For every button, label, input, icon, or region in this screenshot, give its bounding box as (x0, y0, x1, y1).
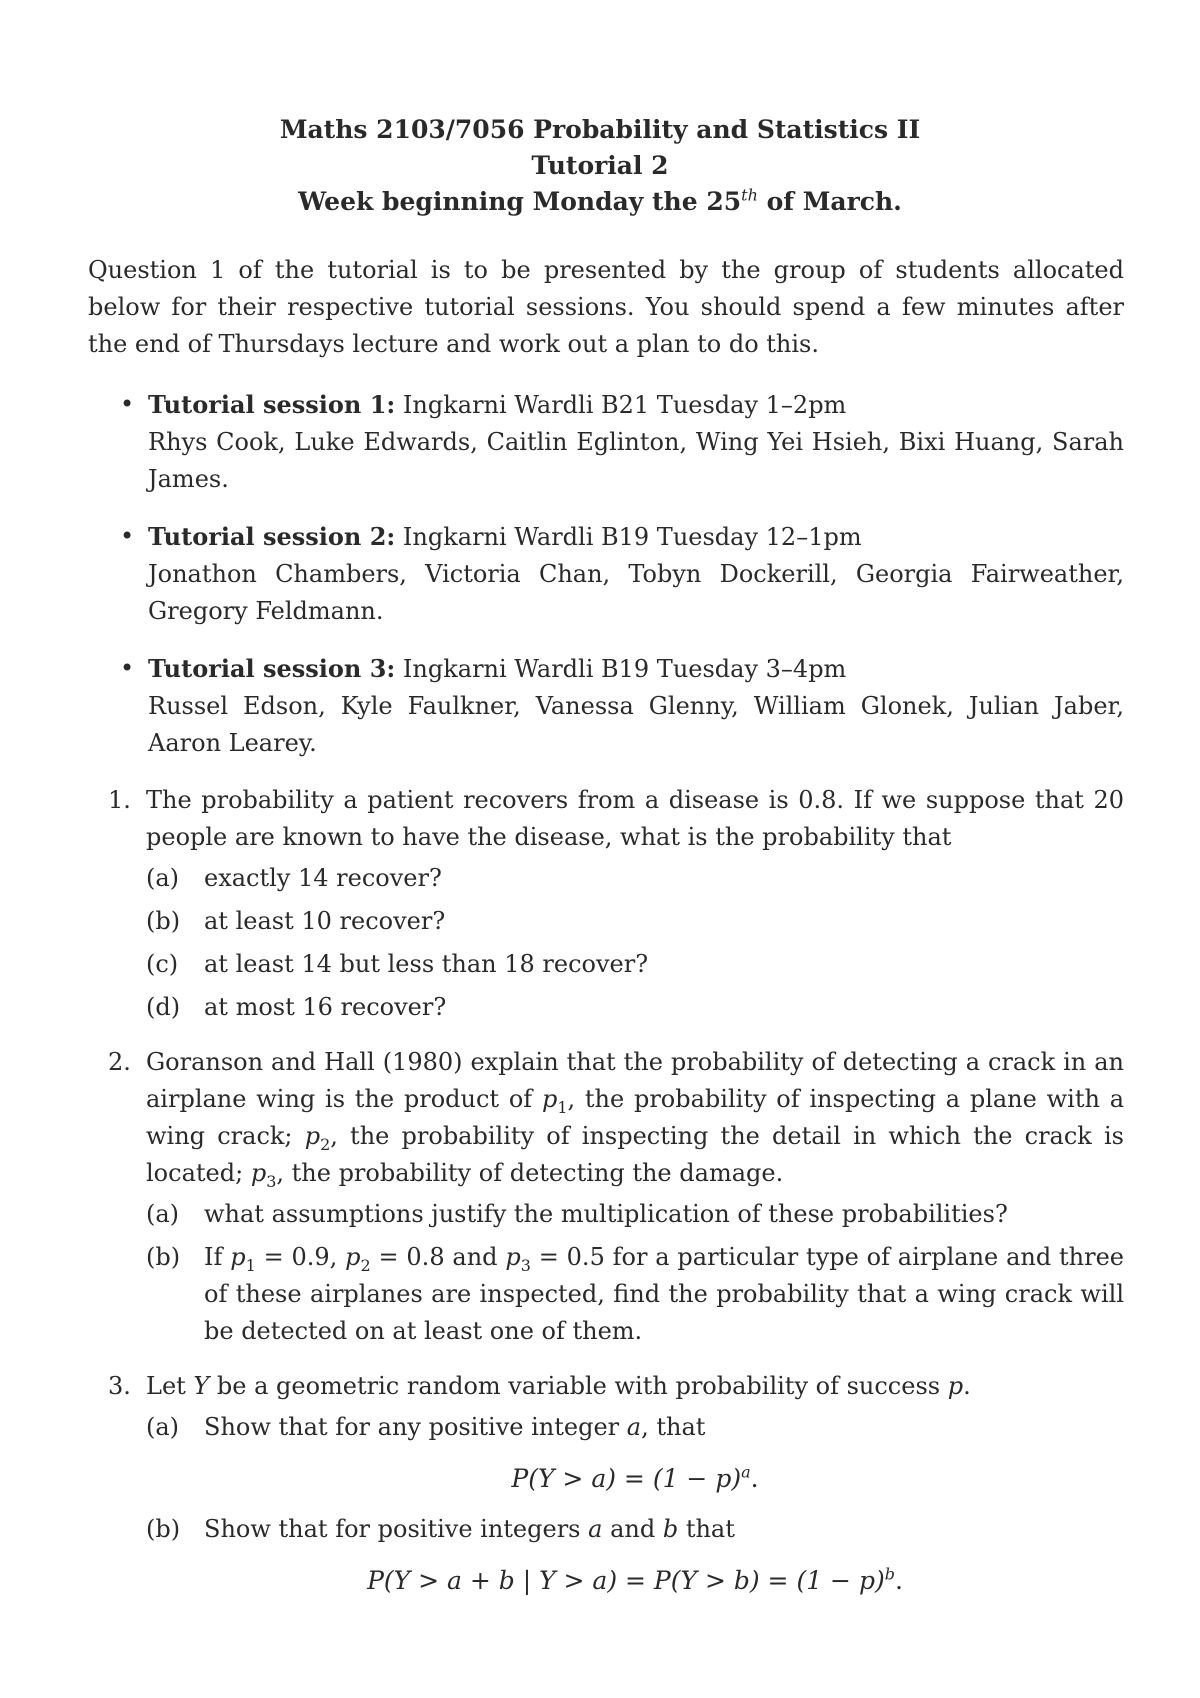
question-part (146, 989, 1124, 1026)
part-label: (a) (146, 1413, 180, 1441)
intro-paragraph: Question 1 of the tutorial is to be presented by the group of students allocated below for their respective tutorial sessions. You should spend a few minutes after the end of Thursdays lecture and work out a plan to do this. (88, 256, 1124, 358)
part-a-text-b: , that (641, 1413, 706, 1441)
session-label: Tutorial session 3: (148, 654, 396, 683)
part-b-if: If (204, 1243, 231, 1271)
session-details: Ingkarni Wardli B21 Tuesday 1–2pm (395, 391, 847, 419)
part-b-text-b: that (678, 1515, 735, 1543)
question-parts (146, 1196, 1124, 1350)
eq1-symbol: p (230, 1243, 246, 1271)
session-students: Rhys Cook, Luke Edwards, Caitlin Eglinton, Wing Yei Hsieh, Bixi Huang, Sarah James. (148, 428, 1124, 493)
eq3-rest: = 0.5 (530, 1243, 605, 1271)
q2-text-b: , the probability of inspecting a plane with a wing crack; (146, 1085, 1124, 1150)
tutorial-title: Tutorial 2 (531, 151, 669, 180)
question-list (108, 782, 1124, 1617)
question-2 (108, 1044, 1124, 1350)
part-b-text-a: Show that for positive integers (204, 1515, 589, 1543)
p1-sub: 1 (557, 1097, 568, 1117)
title-block (0, 112, 1200, 220)
eq1-sub: 1 (245, 1255, 256, 1275)
part-label: (b) (146, 1515, 181, 1543)
eq2-sub: 2 (360, 1255, 371, 1275)
equation-a-body: P(Y > a) = (1 − p) (511, 1464, 742, 1493)
p-symbol: p (947, 1372, 964, 1400)
question-number: 1. (108, 786, 131, 814)
eq3-symbol: p (505, 1243, 521, 1271)
week-prefix: Week beginning Monday the 25 (298, 187, 742, 216)
question-parts (146, 1409, 1124, 1599)
session-students: Russel Edson, Kyle Faulkner, Vanessa Glenny, William Glonek, Julian Jaber, Aaron Learey. (148, 692, 1124, 757)
question-part (146, 860, 1124, 897)
question-part (146, 946, 1124, 983)
equation-b-sup: b (884, 1564, 895, 1584)
session-item (120, 650, 1124, 762)
session-list (120, 386, 1124, 782)
week-title (0, 184, 1200, 220)
week-sup: th (741, 185, 758, 205)
bullet-icon: • (120, 390, 135, 418)
eq2-rest: = 0.8 (370, 1243, 445, 1271)
part-b-and: and (444, 1243, 506, 1271)
question-part (146, 1196, 1124, 1233)
equation-b-end: . (894, 1566, 903, 1595)
session-item (120, 518, 1124, 630)
part-text: at most 16 recover? (204, 993, 447, 1021)
question-number: 2. (108, 1048, 131, 1076)
equation-a (146, 1460, 1124, 1497)
week-suffix: of March. (757, 187, 902, 216)
session-label: Tutorial session 1: (148, 390, 396, 419)
session-details: Ingkarni Wardli B19 Tuesday 3–4pm (395, 655, 847, 683)
question-number: 3. (108, 1372, 131, 1400)
question-1 (108, 782, 1124, 1026)
part-label: (b) (146, 1243, 181, 1271)
question-part (146, 1409, 1124, 1446)
part-label: (b) (146, 907, 181, 935)
p2-symbol: p (304, 1122, 321, 1150)
session-item (120, 386, 1124, 498)
question-text (146, 1044, 1124, 1192)
bullet-icon: • (120, 654, 135, 682)
q2-text-c: , the probability of inspecting the detail in which the crack is located; (146, 1122, 1124, 1187)
equation-a-end: . (750, 1464, 759, 1493)
q3-text-a: Let (146, 1372, 194, 1400)
p3-symbol: p (250, 1159, 267, 1187)
question-part (146, 1511, 1124, 1548)
part-label: (a) (146, 1200, 180, 1228)
question-part (146, 903, 1124, 940)
course-title: Maths 2103/7056 Probability and Statistics II (279, 115, 921, 144)
session-label: Tutorial session 2: (148, 522, 396, 551)
question-parts (146, 860, 1124, 1026)
part-text: exactly 14 recover? (204, 864, 442, 892)
session-details: Ingkarni Wardli B19 Tuesday 12–1pm (395, 523, 862, 551)
part-label: (a) (146, 864, 180, 892)
part-a-text-a: Show that for any positive integer (204, 1413, 627, 1441)
equation-b (146, 1562, 1124, 1599)
eq3-sub: 3 (520, 1255, 531, 1275)
p1-symbol: p (541, 1085, 558, 1113)
question-text (146, 1368, 1124, 1405)
b-symbol: b (662, 1515, 679, 1543)
y-symbol: Y (193, 1372, 210, 1400)
part-b-and: and (602, 1515, 663, 1543)
q3-text-c: . (963, 1372, 971, 1400)
part-text: what assumptions justify the multiplication of these probabilities? (204, 1200, 1008, 1228)
bullet-icon: • (120, 522, 135, 550)
eq2-symbol: p (345, 1243, 361, 1271)
eq1-rest: = 0.9, (255, 1243, 346, 1271)
question-part (146, 1239, 1124, 1350)
q3-text-b: be a geometric random variable with probability of success (209, 1372, 948, 1400)
p3-sub: 3 (266, 1171, 277, 1191)
part-b-text: for a particular type of airplane and three of these airplanes are inspected, find the probability that a wing crack will be detected on at least one of them. (204, 1243, 1124, 1345)
q2-text-d: , the probability of detecting the damage. (276, 1159, 784, 1187)
question-text: The probability a patient recovers from a disease is 0.8. If we suppose that 20 people are known to have the disease, what is the probability that (146, 786, 1124, 851)
p2-sub: 2 (320, 1134, 331, 1154)
session-students: Jonathon Chambers, Victoria Chan, Tobyn Dockerill, Georgia Fairweather, Gregory Feldmann. (148, 560, 1124, 625)
q2-text-a: Goranson and Hall (1980) explain that the probability of detecting a crack in an airplane wing is the product of (146, 1048, 1124, 1113)
a-symbol: a (588, 1515, 603, 1543)
equation-a-sup: a (741, 1462, 751, 1482)
part-label: (c) (146, 950, 179, 978)
question-3 (108, 1368, 1124, 1599)
a-symbol: a (626, 1413, 642, 1441)
part-text: at least 10 recover? (204, 907, 446, 935)
part-text: at least 14 but less than 18 recover? (204, 950, 649, 978)
part-label: (d) (146, 993, 181, 1021)
equation-b-body: P(Y > a + b | Y > a) = P(Y > b) = (1 − p) (367, 1566, 885, 1595)
